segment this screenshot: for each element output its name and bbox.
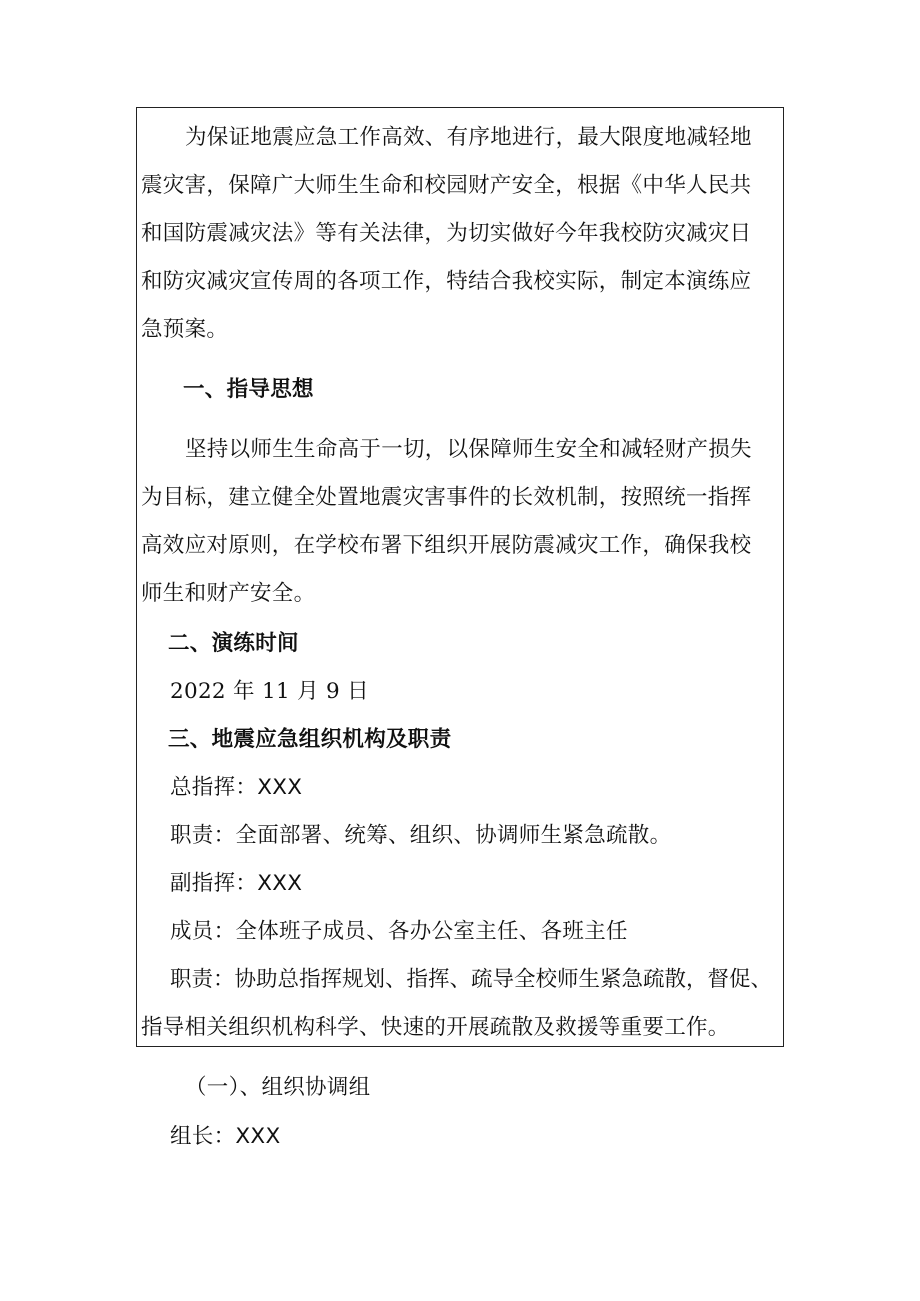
section3-line-2: 职责：全面部署、统筹、组织、协调师生紧急疏散。 — [170, 823, 672, 848]
section2-heading: 二、演练时间 — [168, 631, 299, 656]
section3-line-6: 指导相关组织机构科学、快速的开展疏散及救援等重要工作。 — [141, 1015, 730, 1040]
subsection1-heading: （一）、组织协调组 — [185, 1075, 371, 1100]
intro-line-1: 为保证地震应急工作高效、有序地进行，最大限度地减轻地 — [185, 125, 752, 150]
section3-line-3: 副指挥：XXX — [170, 871, 303, 896]
section3-line-4: 成员：全体班子成员、各办公室主任、各班主任 — [170, 919, 628, 944]
section3-heading: 三、地震应急组织机构及职责 — [168, 727, 452, 752]
drill-date: 2022 年 11 月 9 日 — [170, 679, 369, 704]
intro-line-2: 震灾害，保障广大师生生命和校园财产安全，根据《中华人民共 — [141, 173, 752, 198]
intro-line-3: 和国防震减灾法》等有关法律，为切实做好今年我校防灾减灾日 — [141, 221, 752, 246]
section1-line-4: 师生和财产安全。 — [141, 581, 316, 606]
section3-line-1: 总指挥：XXX — [170, 775, 303, 800]
section1-line-1: 坚持以师生生命高于一切，以保障师生安全和减轻财产损失 — [185, 437, 752, 462]
section1-line-2: 为目标，建立健全处置地震灾害事件的长效机制，按照统一指挥 — [141, 485, 752, 510]
section1-line-3: 高效应对原则，在学校布署下组织开展防震减灾工作，确保我校 — [141, 533, 752, 558]
subsection1-leader: 组长：XXX — [170, 1124, 281, 1149]
section3-line-5: 职责：协助总指挥规划、指挥、疏导全校师生紧急疏散，督促、 — [170, 967, 773, 992]
intro-line-5: 急预案。 — [141, 317, 229, 342]
section1-heading: 一、指导思想 — [183, 377, 314, 402]
intro-line-4: 和防灾减灾宣传周的各项工作，特结合我校实际，制定本演练应 — [141, 269, 752, 294]
